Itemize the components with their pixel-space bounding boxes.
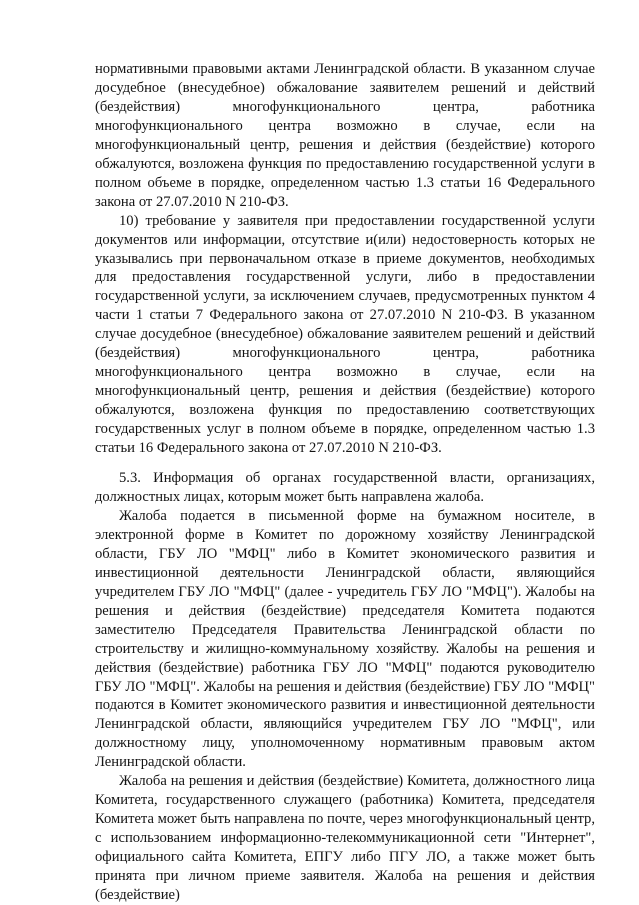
document-page — [95, 60, 595, 905]
paragraph-section-5-3: 5.3. Информация об органах государственной власти, организациях, должностных лицах, которым может быть направлена жалоба. — [95, 470, 595, 505]
paragraph-continuation: нормативными правовыми актами Ленинградской области. В указанном случае досудебное (внесудебное) обжалование заявителем решений и действий (бездействия) многофункционального центра, работника многофункционального центра возможно в случае, если на многофункциональный центр, решения и действия (бездействие) которого обжалуются, возложена функция по предоставлению государственной услуги в полном объеме в порядке, определенном частью 1.3 статьи 16 Федерального закона от 27.07.2010 N 210-ФЗ. — [95, 61, 595, 210]
paragraph-complaint-form: Жалоба подается в письменной форме на бумажном носителе, в электронной форме в Комитет по дорожному хозяйству Ленинградской области, ГБУ ЛО "МФЦ" либо в Комитет экономического развития и инвестиционной деятельности Ленинградской области, являющийся учредителем ГБУ ЛО "МФЦ" (далее - учредитель ГБУ ЛО "МФЦ"). Жалобы на решения и действия (бездействие) председателя Комитета подаются заместителю Председателя Правительства Ленинградской области по строительству и жилищно-коммунальному хозяйству. Жалобы на решения и действия (бездействие) работника ГБУ ЛО "МФЦ" подаются руководителю ГБУ ЛО "МФЦ". Жалобы на решения и действия (бездействие) ГБУ ЛО "МФЦ" подаются в Комитет экономического развития и инвестиционной деятельности Ленинградской области, являющийся учредителем ГБУ ЛО "МФЦ", или должностному лицу, уполномоченному нормативным правовым актом Ленинградской области. — [95, 507, 595, 771]
paragraph-complaint-channels: Жалоба на решения и действия (бездействие) Комитета, должностного лица Комитета, государственного служащего (работника) Комитета, председателя Комитета может быть направлена по почте, через многофункциональный центр, с использованием информационно-телекоммуникационной сети "Интернет", официального сайта Комитета, ЕПГУ либо ПГУ ЛО, а также может быть принята при личном приеме заявителя. Жалоба на решения и действия (бездействие) — [95, 773, 595, 903]
paragraph-item-10: 10) требование у заявителя при предоставлении государственной услуги документов или информации, отсутствие и(или) недостоверность которых не указывались при первоначальном отказе в приеме документов, необходимых для предоставления государственной услуги, либо в предоставлении государственной услуги, за исключением случаев, предусмотренных пунктом 4 части 1 статьи 7 Федерального закона от 27.07.2010 N 210-ФЗ. В указанном случае досудебное (внесудебное) обжалование заявителем решений и действий (бездействия) многофункционального центра, работника многофункционального центра возможно в случае, если на многофункциональный центр, решения и действия (бездействие) которого обжалуются, возложена функция по предоставлению соответствующих государственных услуг в полном объеме в порядке, определенном частью 1.3 статьи 16 Федерального закона от 27.07.2010 N 210-ФЗ. — [95, 212, 595, 457]
